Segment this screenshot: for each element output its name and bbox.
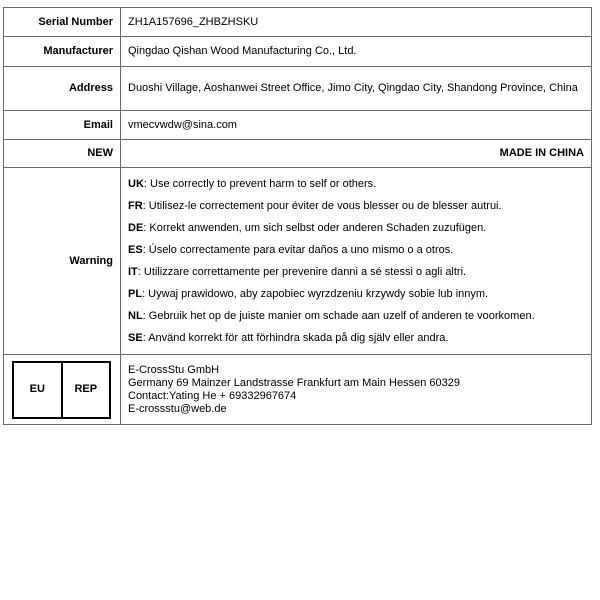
address-label: Address [4, 67, 121, 111]
representative-email: E-crossstu@web.de [128, 402, 227, 415]
warning-code: DE [128, 222, 144, 234]
serial-number-label: Serial Number [4, 8, 121, 37]
warning-code: SE [128, 332, 143, 344]
warning-line-se [128, 327, 584, 349]
warning-line-uk [128, 173, 584, 195]
new-label: NEW [4, 140, 121, 168]
rep-box: REP [61, 363, 110, 417]
warning-line-de [128, 217, 584, 239]
eu-rep-symbol [12, 361, 111, 419]
eu-representative-details [121, 355, 592, 425]
warning-text: : Úselo correctamente para evitar daños a uno mismo o a otros. [142, 244, 454, 256]
warning-code: ES [128, 244, 143, 256]
product-info-table [3, 7, 592, 425]
warning-code: IT [128, 266, 138, 278]
warning-code: NL [128, 310, 143, 322]
eu-box: EU [29, 383, 45, 395]
address-row [4, 67, 592, 111]
manufacturer-row [4, 37, 592, 67]
warning-line-nl [128, 305, 584, 327]
email-label: Email [4, 111, 121, 140]
warning-text: : Utilisez-le correctement pour éviter de vous blesser ou de blesser autrui. [142, 200, 502, 212]
warning-row [4, 168, 592, 355]
warning-line-es [128, 239, 584, 261]
manufacturer-value: Qingdao Qishan Wood Manufacturing Co., Ltd. [121, 37, 592, 67]
address-value: Duoshi Village, Aoshanwei Street Office, Jimo City, Qingdao City, Shandong Province, China [121, 67, 592, 111]
warning-text: : Gebruik het op de juiste manier om schade aan uzelf of anderen te voorkomen. [142, 310, 535, 322]
new-row [4, 140, 592, 168]
eu-rep-symbol-cell [4, 355, 121, 425]
warning-label: Warning [4, 168, 121, 355]
email-row [4, 111, 592, 140]
warning-line-fr [128, 195, 584, 217]
warning-code: FR [128, 200, 143, 212]
warning-list [121, 168, 592, 355]
warning-text: : Uywaj prawidowo, aby zapobiec wyrzdzeniu krzywdy sobie lub innym. [142, 288, 489, 300]
serial-number-row [4, 8, 592, 37]
warning-line-it [128, 261, 584, 283]
warning-text: : Använd korrekt för att förhindra skada på dig själv eller andra. [142, 332, 449, 344]
manufacturer-label: Manufacturer [4, 37, 121, 67]
warning-text: : Use correctly to prevent harm to self or others. [143, 178, 377, 190]
representative-contact: Contact:Yating He + 69332967674 [128, 389, 297, 402]
made-in-china-value: MADE IN CHINA [121, 140, 592, 168]
warning-code: PL [128, 288, 143, 300]
warning-text: : Korrekt anwenden, um sich selbst oder anderen Schaden zuzufügen. [143, 222, 487, 234]
warning-code: UK [128, 178, 144, 190]
eu-representative-row [4, 355, 592, 425]
serial-number-value: ZH1A157696_ZHBZHSKU [121, 8, 592, 37]
representative-address: Germany 69 Mainzer Landstrasse Frankfurt am Main Hessen 60329 [128, 376, 460, 389]
warning-text: : Utilizzare correttamente per prevenire danni a sé stessi o agli altri. [137, 266, 467, 278]
representative-company: E-CrossStu GmbH [128, 363, 220, 376]
email-value: vmecvwdw@sina.com [121, 111, 592, 140]
warning-line-pl [128, 283, 584, 305]
